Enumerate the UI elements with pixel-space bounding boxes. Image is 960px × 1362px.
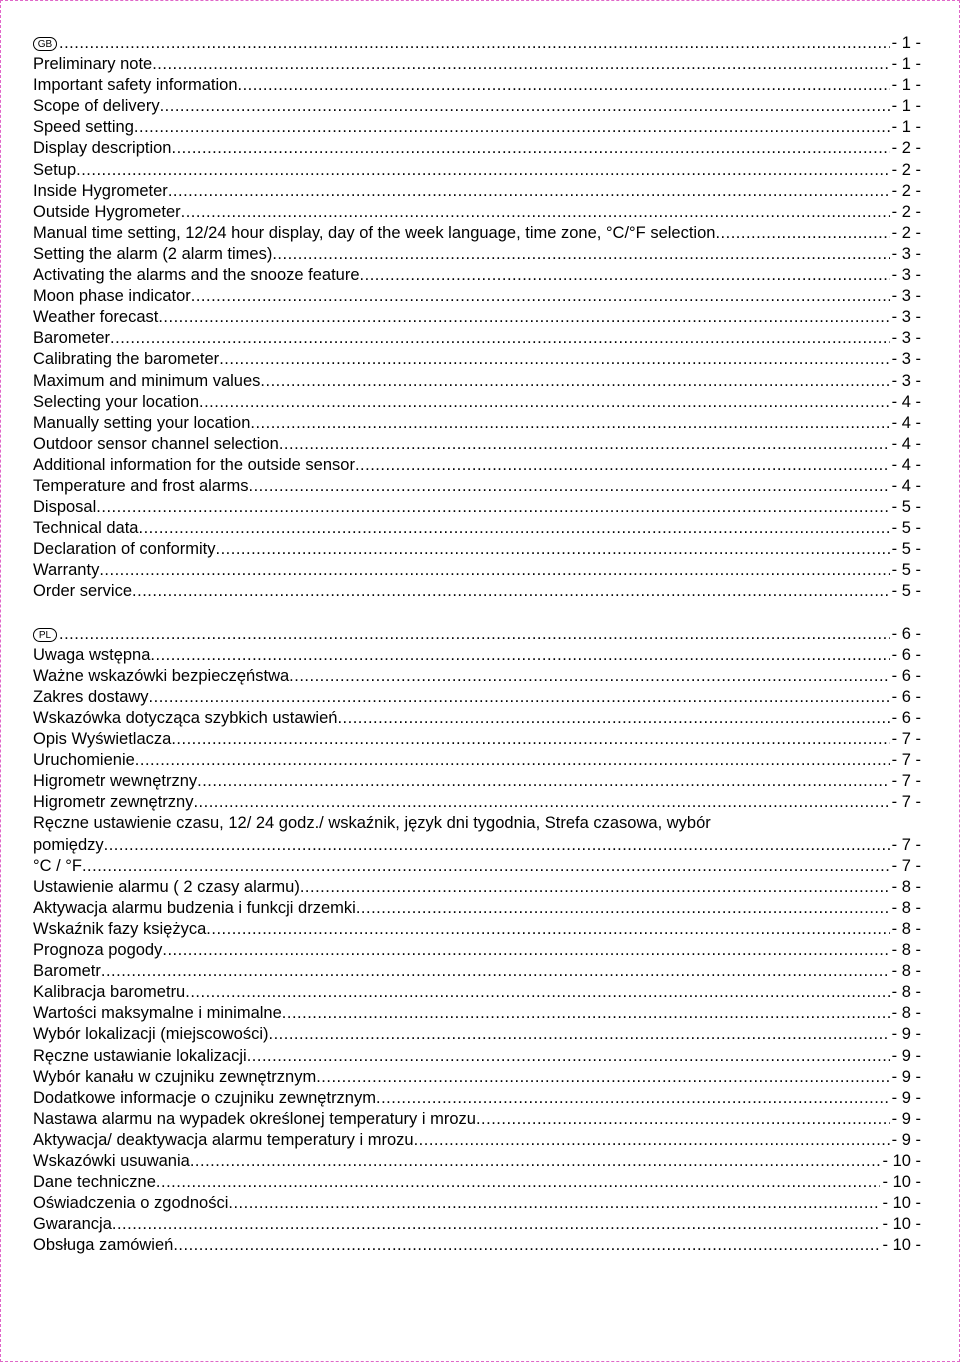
toc-entry-title: Higrometr zewnętrzny <box>33 793 194 812</box>
toc-entry-title: Wartości maksymalne i minimalne <box>33 1004 282 1023</box>
toc-entry-page-number: - 4 - <box>891 413 921 432</box>
dot-leader <box>171 138 889 159</box>
toc-entry-title: Setup <box>33 160 77 179</box>
dot-leader <box>162 940 889 961</box>
toc-entry-title: Maximum and minimum values <box>33 371 261 390</box>
toc-entry <box>33 1003 921 1024</box>
toc-entry-page-number: - 2 - <box>891 223 921 242</box>
toc-entry-title: Selecting your location <box>33 392 200 411</box>
toc-entry-title: Important safety information <box>33 76 238 95</box>
dot-leader <box>152 54 889 75</box>
toc-entry <box>33 1193 921 1214</box>
toc-entry-title: Speed setting <box>33 118 134 137</box>
toc-entry-title: °C / °F <box>33 856 82 875</box>
toc-entry <box>33 1088 921 1109</box>
dot-leader <box>272 244 889 265</box>
toc-entry-page-number: - 2 - <box>891 139 921 158</box>
toc-entry-page-number: - 1 - <box>891 118 921 137</box>
toc-entry <box>33 54 921 75</box>
toc-section-gb <box>33 33 921 603</box>
toc-entry-title: Activating the alarms and the snooze feature <box>33 266 360 285</box>
dot-leader <box>160 96 890 117</box>
toc-entry-title: Uruchomienie <box>33 751 135 770</box>
toc-entry <box>33 1214 921 1235</box>
toc-entry <box>33 645 921 666</box>
toc-entry-title: Preliminary note <box>33 55 153 74</box>
toc-entry-title: Scope of delivery <box>33 97 160 116</box>
toc-entry <box>33 392 921 413</box>
toc-entry <box>33 813 921 834</box>
dot-leader <box>268 1024 889 1045</box>
toc-entry-page-number: - 9 - <box>891 1088 921 1107</box>
toc-entry-page-number: - 4 - <box>891 392 921 411</box>
toc-entry <box>33 1046 921 1067</box>
toc-language-heading <box>33 33 921 54</box>
toc-entry <box>33 307 921 328</box>
dot-leader <box>238 75 890 96</box>
dot-leader <box>228 1193 880 1214</box>
toc-entry-page-number: - 8 - <box>891 1004 921 1023</box>
toc-entry <box>33 961 921 982</box>
dot-leader <box>360 265 890 286</box>
toc-entry-title: Wskazówki usuwania <box>33 1151 190 1170</box>
toc-entry-page-number: - 2 - <box>891 181 921 200</box>
toc-entry <box>33 1235 921 1256</box>
toc-entry-page-number: - 6 - <box>891 624 921 643</box>
toc-entry-page-number: - 5 - <box>891 540 921 559</box>
toc-entry-title: Weather forecast <box>33 308 159 327</box>
dot-leader <box>59 33 890 54</box>
toc-entry-page-number: - 1 - <box>891 76 921 95</box>
toc-entry <box>33 181 921 202</box>
toc-entry-title: Setting the alarm (2 alarm times) <box>33 244 273 263</box>
toc-entry <box>33 982 921 1003</box>
toc-entry <box>33 244 921 265</box>
toc-entry-page-number: - 1 - <box>891 34 921 52</box>
toc-entry-page-number: - 10 - <box>882 1215 921 1234</box>
toc-entry <box>33 497 921 518</box>
toc-entry-title: Outside Hygrometer <box>33 202 181 221</box>
toc-entry <box>33 223 921 244</box>
toc-entry <box>33 877 921 898</box>
dot-leader <box>206 919 889 940</box>
dot-leader <box>300 877 890 898</box>
toc-entry-title: Ustawienie alarmu ( 2 czasy alarmu) <box>33 877 300 896</box>
toc-entry-page-number: - 9 - <box>891 1130 921 1149</box>
section-gap <box>33 603 921 624</box>
dot-leader <box>99 560 889 581</box>
toc-entry-page-number: - 3 - <box>891 266 921 285</box>
toc-entry-title: Declaration of conformity <box>33 540 216 559</box>
toc-entry-title: Technical data <box>33 519 139 538</box>
toc-entry <box>33 708 921 729</box>
dot-leader <box>101 961 890 982</box>
dot-leader <box>337 708 889 729</box>
dot-leader <box>104 835 890 856</box>
toc-entry-page-number: - 5 - <box>891 561 921 580</box>
toc-entry <box>33 940 921 961</box>
toc-entry <box>33 1130 921 1151</box>
toc-entry-page-number: - 7 - <box>891 835 921 854</box>
toc-entry <box>33 1024 921 1045</box>
toc-entry-title: Barometer <box>33 329 111 348</box>
toc-entry <box>33 729 921 750</box>
toc-entry <box>33 117 921 138</box>
toc-entry <box>33 476 921 497</box>
toc-entry-title: Additional information for the outside sensor <box>33 455 355 474</box>
toc-entry-title: Wybór lokalizacji (miejscowości) <box>33 1025 269 1044</box>
toc-entry-page-number: - 7 - <box>891 751 921 770</box>
toc-entry-title: Kalibracja barometru <box>33 983 186 1002</box>
toc-entry <box>33 434 921 455</box>
toc-entry-title: Gwarancja <box>33 1215 112 1234</box>
toc-entry <box>33 96 921 117</box>
toc-entry-page-number: - 4 - <box>891 476 921 495</box>
toc-entry <box>33 581 921 602</box>
toc-entry-title: Zakres dostawy <box>33 687 149 706</box>
dot-leader <box>247 1046 890 1067</box>
toc-entry <box>33 1172 921 1193</box>
dot-leader <box>168 181 890 202</box>
toc-entry-page-number: - 10 - <box>882 1151 921 1170</box>
dot-leader <box>476 1109 890 1130</box>
toc-entry-title: Opis Wyświetlacza <box>33 730 172 749</box>
toc-entry-page-number: - 9 - <box>891 1067 921 1086</box>
toc-entry-page-number: - 2 - <box>891 202 921 221</box>
toc-entry <box>33 455 921 476</box>
toc-entry-page-number: - 3 - <box>891 350 921 369</box>
toc-entry <box>33 666 921 687</box>
dot-leader <box>135 750 890 771</box>
toc-entry-page-number: - 6 - <box>891 687 921 706</box>
toc-entry-page-number: - 8 - <box>891 919 921 938</box>
toc-entry-page-number: - 6 - <box>891 645 921 664</box>
dot-leader <box>260 371 889 392</box>
toc-entry-title: Temperature and frost alarms <box>33 476 249 495</box>
toc-entry-page-number: - 8 - <box>891 898 921 917</box>
toc-entry <box>33 371 921 392</box>
toc-entry-title: Disposal <box>33 498 97 517</box>
toc-entry-title: Manually setting your location <box>33 413 251 432</box>
dot-leader <box>376 1088 890 1109</box>
toc-entry-title: Prognoza pogody <box>33 941 163 960</box>
toc-entry <box>33 265 921 286</box>
dot-leader <box>356 898 890 919</box>
toc-entry-page-number: - 9 - <box>891 1109 921 1128</box>
toc-entry-title: Wskaźnik fazy księżyca <box>33 919 207 938</box>
toc-entry-page-number: - 3 - <box>891 287 921 306</box>
toc-entry-title: Ręczne ustawienie czasu, 12/ 24 godz./ wskaźnik, język dni tygodnia, Strefa czasowa, wybór <box>33 814 711 833</box>
toc-entry-title: Moon phase indicator <box>33 287 191 306</box>
dot-leader <box>134 117 890 138</box>
toc-entry-title: Wskazówka dotycząca szybkich ustawień <box>33 709 338 727</box>
toc-entry-title: Nastawa alarmu na wypadek określonej temperatury i mrozu <box>33 1109 476 1128</box>
toc-entry-title: Warranty <box>33 561 100 580</box>
dot-leader <box>181 202 890 223</box>
toc-entry <box>33 792 921 813</box>
toc-entry-page-number: - 7 - <box>891 793 921 812</box>
toc-entry-page-number: - 3 - <box>891 329 921 348</box>
toc-entry <box>33 160 921 181</box>
dot-leader <box>59 624 890 645</box>
toc-entry-title: pomiędzy <box>33 835 104 854</box>
toc-entry-title: Oświadczenia o zgodności <box>33 1194 229 1213</box>
toc-entry-page-number: - 10 - <box>882 1194 921 1213</box>
toc-entry-page-number: - 5 - <box>891 498 921 517</box>
dot-leader <box>199 392 890 413</box>
toc-entry-page-number: - 6 - <box>891 709 921 727</box>
dot-leader <box>715 223 889 244</box>
dot-leader <box>193 792 889 813</box>
dot-leader <box>139 518 890 539</box>
toc-entry-title: Ręczne ustawianie lokalizacji <box>33 1046 247 1065</box>
toc-entry <box>33 539 921 560</box>
toc-entry <box>33 771 921 792</box>
language-badge: GB <box>33 37 57 51</box>
toc-entry <box>33 75 921 96</box>
toc-entry-title: Dane techniczne <box>33 1173 156 1192</box>
dot-leader <box>191 286 890 307</box>
toc-entry-title: Outdoor sensor channel selection <box>33 434 279 453</box>
toc-entry-page-number: - 8 - <box>891 983 921 1002</box>
toc-entry-page-number: - 3 - <box>891 244 921 263</box>
toc-section-pl <box>33 624 921 1257</box>
dot-leader <box>190 1151 881 1172</box>
dot-leader <box>219 349 889 370</box>
toc-language-heading <box>33 624 921 645</box>
dot-leader <box>355 455 890 476</box>
toc-entry-page-number: - 8 - <box>891 941 921 960</box>
dot-leader <box>185 982 889 1003</box>
toc-entry-page-number: - 8 - <box>891 962 921 981</box>
dot-leader <box>76 160 890 181</box>
toc-entry-title: Wybór kanału w czujniku zewnętrznym <box>33 1067 317 1086</box>
toc-entry-page-number: - 10 - <box>882 1173 921 1192</box>
dot-leader <box>150 645 889 666</box>
toc-entry <box>33 560 921 581</box>
dot-leader <box>414 1130 890 1151</box>
toc-entry-title: Manual time setting, 12/24 hour display, day of the week language, time zone, °C/°F selection <box>33 223 716 242</box>
toc-entry <box>33 750 921 771</box>
toc-entry-title: Inside Hygrometer <box>33 181 168 200</box>
toc-entry-title: Obsługa zamówień <box>33 1236 174 1255</box>
dot-leader <box>158 307 889 328</box>
dot-leader <box>110 328 890 349</box>
toc-entry-page-number: - 7 - <box>891 772 921 791</box>
toc-entry <box>33 1109 921 1130</box>
toc-entry-title: Dodatkowe informacje o czujniku zewnętrznym <box>33 1088 376 1107</box>
toc-entry-page-number: - 7 - <box>891 730 921 749</box>
toc-entry-page-number: - 4 - <box>891 434 921 453</box>
toc-entry-title: Higrometr wewnętrzny <box>33 772 198 791</box>
dot-leader <box>132 581 890 602</box>
dot-leader <box>316 1067 889 1088</box>
dot-leader <box>112 1214 881 1235</box>
toc-entry-page-number: - 9 - <box>891 1046 921 1065</box>
toc-entry-page-number: - 2 - <box>891 160 921 179</box>
toc-entry-page-number: - 1 - <box>891 55 921 74</box>
toc-entry <box>33 919 921 940</box>
toc-entry <box>33 898 921 919</box>
toc-entry-page-number: - 9 - <box>891 1025 921 1044</box>
dot-leader <box>197 771 890 792</box>
toc-entry <box>33 413 921 434</box>
toc-entry-page-number: - 1 - <box>891 97 921 116</box>
toc-entry-title: Aktywacja alarmu budzenia i funkcji drzemki <box>33 898 356 917</box>
toc-entry-title: Calibrating the barometer <box>33 350 220 369</box>
toc-entry-page-number: - 5 - <box>891 519 921 538</box>
toc-entry <box>33 328 921 349</box>
toc-entry <box>33 349 921 370</box>
dot-leader <box>156 1172 881 1193</box>
toc-entry-page-number: - 10 - <box>882 1236 921 1255</box>
toc-entry <box>33 202 921 223</box>
toc-entry-page-number: - 3 - <box>891 308 921 327</box>
toc-entry-title: Display description <box>33 139 172 158</box>
dot-leader <box>249 476 890 497</box>
toc-entry <box>33 1067 921 1088</box>
toc-entry-page-number: - 4 - <box>891 455 921 474</box>
toc-entry <box>33 138 921 159</box>
toc-entry-title: Ważne wskazówki bezpieczęństwa <box>33 666 290 685</box>
dot-leader <box>96 497 889 518</box>
toc-entry-title: Aktywacja/ deaktywacja alarmu temperatury i mrozu <box>33 1130 414 1149</box>
dot-leader <box>289 666 889 687</box>
language-badge: PL <box>33 628 57 642</box>
dot-leader <box>250 413 889 434</box>
toc-entry-title: Barometr <box>33 962 101 981</box>
dot-leader <box>279 434 890 455</box>
dot-leader <box>173 1235 880 1256</box>
dot-leader <box>216 539 890 560</box>
toc-entry-page-number: - 7 - <box>891 856 921 875</box>
toc-entry <box>33 518 921 539</box>
toc-entry-page-number: - 6 - <box>891 666 921 685</box>
table-of-contents <box>33 33 921 1256</box>
toc-entry <box>33 1151 921 1172</box>
toc-entry-title: Order service <box>33 582 133 601</box>
toc-entry <box>33 687 921 708</box>
toc-entry-title: Uwaga wstępna <box>33 645 151 664</box>
dot-leader <box>282 1003 890 1024</box>
dot-leader <box>171 729 889 750</box>
toc-entry-page-number: - 3 - <box>891 371 921 390</box>
toc-entry-page-number: - 5 - <box>891 582 921 601</box>
toc-entry <box>33 856 921 877</box>
toc-entry <box>33 286 921 307</box>
toc-entry-page-number: - 8 - <box>891 877 921 896</box>
dot-leader <box>149 687 890 708</box>
toc-entry <box>33 835 921 856</box>
dot-leader <box>82 856 890 877</box>
